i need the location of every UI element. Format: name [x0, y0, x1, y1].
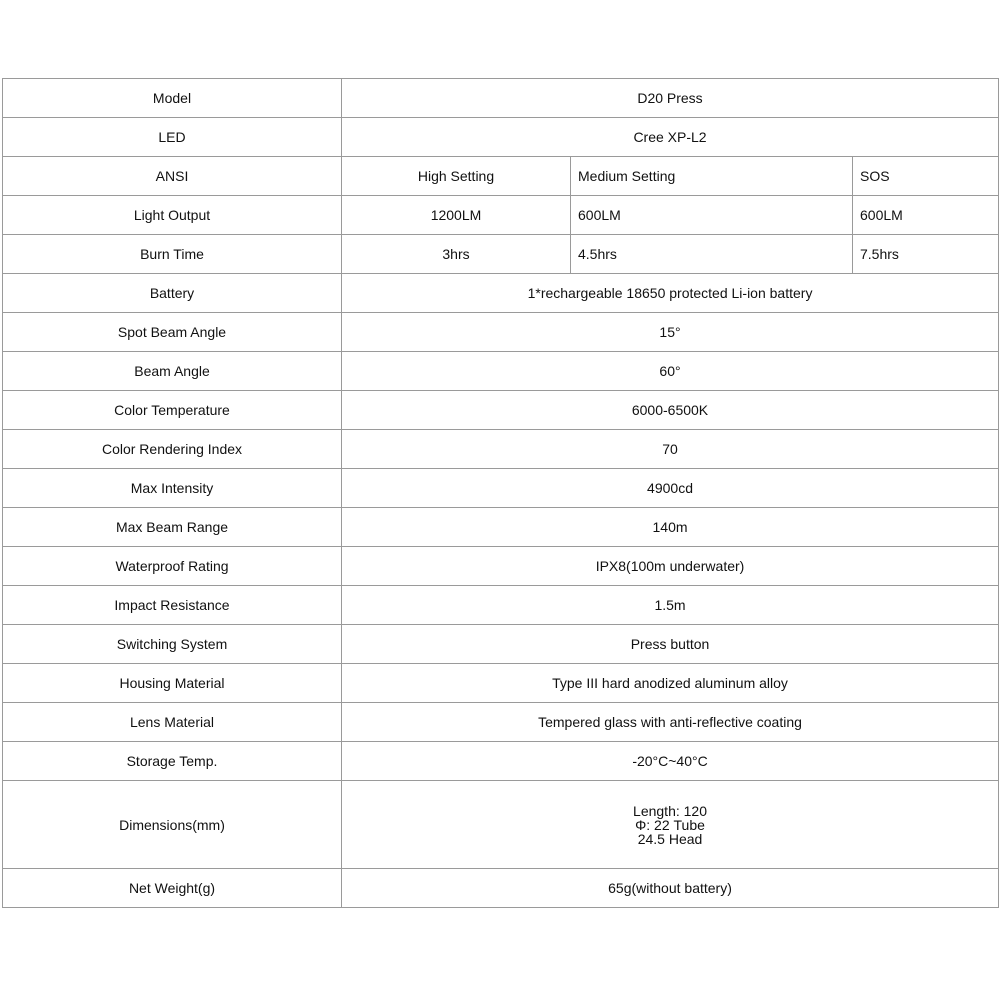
table-row-housing-material [3, 664, 999, 703]
row-label: Storage Temp. [3, 742, 342, 781]
table-row-led [3, 118, 999, 157]
row-label: Beam Angle [3, 352, 342, 391]
table-row-light-output [3, 196, 999, 235]
burn-time-medium: 4.5hrs [571, 235, 853, 274]
table-row-battery [3, 274, 999, 313]
table-row-max-intensity [3, 469, 999, 508]
burn-time-sos: 7.5hrs [853, 235, 999, 274]
table-row-waterproof-rating [3, 547, 999, 586]
dimensions-value [342, 781, 999, 869]
row-value: 6000-6500K [342, 391, 999, 430]
table-row-lens-material [3, 703, 999, 742]
ansi-medium-header: Medium Setting [571, 157, 853, 196]
row-value: 60° [342, 352, 999, 391]
light-output-sos: 600LM [853, 196, 999, 235]
row-value: IPX8(100m underwater) [342, 547, 999, 586]
ansi-high-header: High Setting [342, 157, 571, 196]
table-row-max-beam-range [3, 508, 999, 547]
dimensions-length: Length: 120 [633, 802, 707, 819]
row-value: Cree XP-L2 [342, 118, 999, 157]
row-label: Light Output [3, 196, 342, 235]
table-row-burn-time [3, 235, 999, 274]
table-row-beam-angle [3, 352, 999, 391]
row-value: -20°C~40°C [342, 742, 999, 781]
row-label: Switching System [3, 625, 342, 664]
row-value: 65g(without battery) [342, 869, 999, 908]
table-row-switching-system [3, 625, 999, 664]
row-value: 70 [342, 430, 999, 469]
row-label: Battery [3, 274, 342, 313]
table-row-net-weight [3, 869, 999, 908]
ansi-sos-header: SOS [853, 157, 999, 196]
dimensions-head: 24.5 Head [637, 830, 703, 847]
burn-time-high: 3hrs [342, 235, 571, 274]
row-value: Press button [342, 625, 999, 664]
table-row-color-temperature [3, 391, 999, 430]
table-row-ansi [3, 157, 999, 196]
dimensions-tube: Φ: 22 Tube [635, 816, 705, 833]
row-label: Waterproof Rating [3, 547, 342, 586]
row-label: Impact Resistance [3, 586, 342, 625]
row-label: Lens Material [3, 703, 342, 742]
row-value: 1*rechargeable 18650 protected Li-ion battery [342, 274, 999, 313]
row-label: Net Weight(g) [3, 869, 342, 908]
row-label: Color Rendering Index [3, 430, 342, 469]
table-row-spot-beam-angle [3, 313, 999, 352]
row-value: 140m [342, 508, 999, 547]
row-value: 4900cd [342, 469, 999, 508]
row-label: Color Temperature [3, 391, 342, 430]
table-row-model [3, 79, 999, 118]
row-value: Tempered glass with anti-reflective coating [342, 703, 999, 742]
row-label: Max Intensity [3, 469, 342, 508]
row-label: Housing Material [3, 664, 342, 703]
row-label: Burn Time [3, 235, 342, 274]
table-row-impact-resistance [3, 586, 999, 625]
row-label: Max Beam Range [3, 508, 342, 547]
row-label: Dimensions(mm) [3, 781, 342, 869]
light-output-high: 1200LM [342, 196, 571, 235]
row-label: LED [3, 118, 342, 157]
light-output-medium: 600LM [571, 196, 853, 235]
table-row-color-rendering-index [3, 430, 999, 469]
table-row-dimensions [3, 781, 999, 869]
row-value: 15° [342, 313, 999, 352]
row-label: Model [3, 79, 342, 118]
row-value: Type III hard anodized aluminum alloy [342, 664, 999, 703]
row-value: D20 Press [342, 79, 999, 118]
spec-table [2, 78, 999, 908]
row-label: Spot Beam Angle [3, 313, 342, 352]
row-value: 1.5m [342, 586, 999, 625]
table-row-storage-temp [3, 742, 999, 781]
row-label: ANSI [3, 157, 342, 196]
